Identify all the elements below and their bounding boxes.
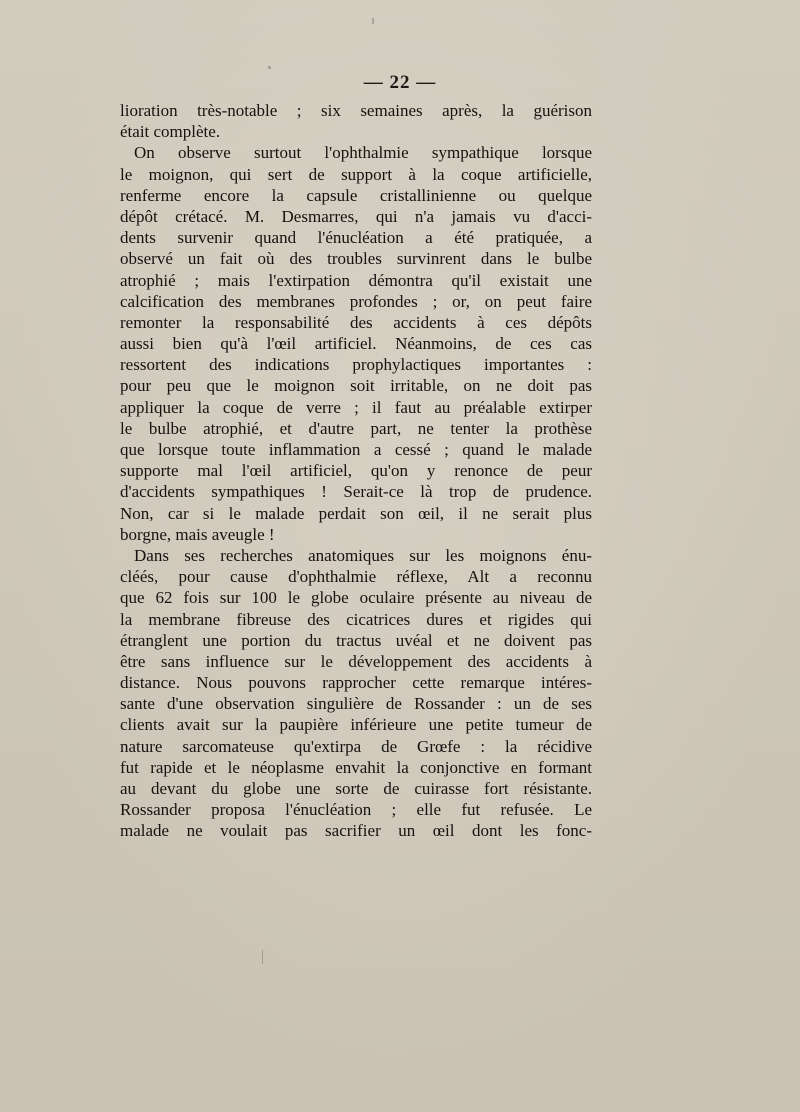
text-line: Dans ses recherches anatomiques sur les moignons énu- bbox=[134, 545, 592, 565]
text-line: fut rapide et le néoplasme envahit la conjonctive en formant bbox=[120, 757, 592, 777]
text-line: ressortent des indications prophylactiques importantes : bbox=[120, 355, 592, 375]
text-line: dents survenir quand l'énucléation a été pratiquée, a bbox=[120, 228, 592, 248]
text-line: était complète. bbox=[120, 122, 221, 142]
text-line: Non, car si le malade perdait son œil, il ne serait plus bbox=[120, 503, 592, 523]
paper-speck bbox=[372, 18, 374, 24]
text-line: borgne, mais aveugle ! bbox=[120, 524, 275, 544]
text-line: atrophié ; mais l'extirpation démontra qu'il existait une bbox=[120, 270, 592, 290]
text-line: observé un fait où des troubles survinrent dans le bulbe bbox=[120, 249, 592, 269]
text-line: lioration très-notable ; six semaines après, la guérison bbox=[120, 101, 592, 120]
text-line: appliquer la coque de verre ; il faut au préalable extirper bbox=[120, 397, 592, 417]
text-line: renferme encore la capsule cristallinienne ou quelque bbox=[120, 185, 592, 205]
text-line: sante d'une observation singulière de Rossander : un de ses bbox=[120, 694, 592, 714]
body-text bbox=[120, 100, 592, 842]
text-line: le bulbe atrophié, et d'autre part, ne tenter la prothèse bbox=[120, 418, 592, 438]
text-line: que lorsque toute inflammation a cessé ; quand le malade bbox=[120, 440, 592, 459]
text-line: cléés, pour cause d'ophthalmie réflexe, Alt a reconnu bbox=[120, 567, 592, 587]
page-number: — 22 — bbox=[363, 72, 437, 93]
text-line: malade ne voulait pas sacrifier un œil dont les fonc- bbox=[120, 821, 592, 841]
text-line: supporte mal l'œil artificiel, qu'on y renonce de peur bbox=[120, 461, 592, 481]
text-line: au devant du globe une sorte de cuirasse fort résistante. bbox=[120, 779, 592, 798]
text-line: être sans influence sur le développement des accidents à bbox=[120, 651, 592, 671]
text-line: d'accidents sympathiques ! Serait-ce là trop de prudence. bbox=[120, 482, 592, 502]
text-line: pour peu que le moignon soit irritable, on ne doit pas bbox=[120, 376, 592, 396]
paper-speck bbox=[262, 950, 263, 964]
text-line: que 62 fois sur 100 le globe oculaire présente au niveau de bbox=[120, 588, 592, 608]
text-line: dépôt crétacé. M. Desmarres, qui n'a jamais vu d'acci- bbox=[120, 206, 592, 226]
text-line: nature sarcomateuse qu'extirpa de Grœfe : la récidive bbox=[120, 736, 592, 756]
text-line: distance. Nous pouvons rapprocher cette remarque intéres- bbox=[120, 673, 592, 693]
paper-speck bbox=[268, 66, 271, 69]
text-line: clients avait sur la paupière inférieure une petite tumeur de bbox=[120, 715, 592, 735]
text-line: remonter la responsabilité des accidents à ces dépôts bbox=[120, 312, 592, 332]
text-line: Rossander proposa l'énucléation ; elle fut refusée. Le bbox=[120, 800, 592, 820]
text-line: aussi bien qu'à l'œil artificiel. Néanmoins, de ces cas bbox=[120, 334, 592, 354]
text-line: On observe surtout l'ophthalmie sympathique lorsque bbox=[134, 143, 592, 163]
text-line: la membrane fibreuse des cicatrices dures et rigides qui bbox=[120, 609, 592, 629]
text-line: le moignon, qui sert de support à la coque artificielle, bbox=[120, 164, 592, 184]
text-line: calcification des membranes profondes ; or, on peut faire bbox=[120, 291, 592, 311]
text-line: étranglent une portion du tractus uvéal et ne doivent pas bbox=[120, 630, 592, 650]
